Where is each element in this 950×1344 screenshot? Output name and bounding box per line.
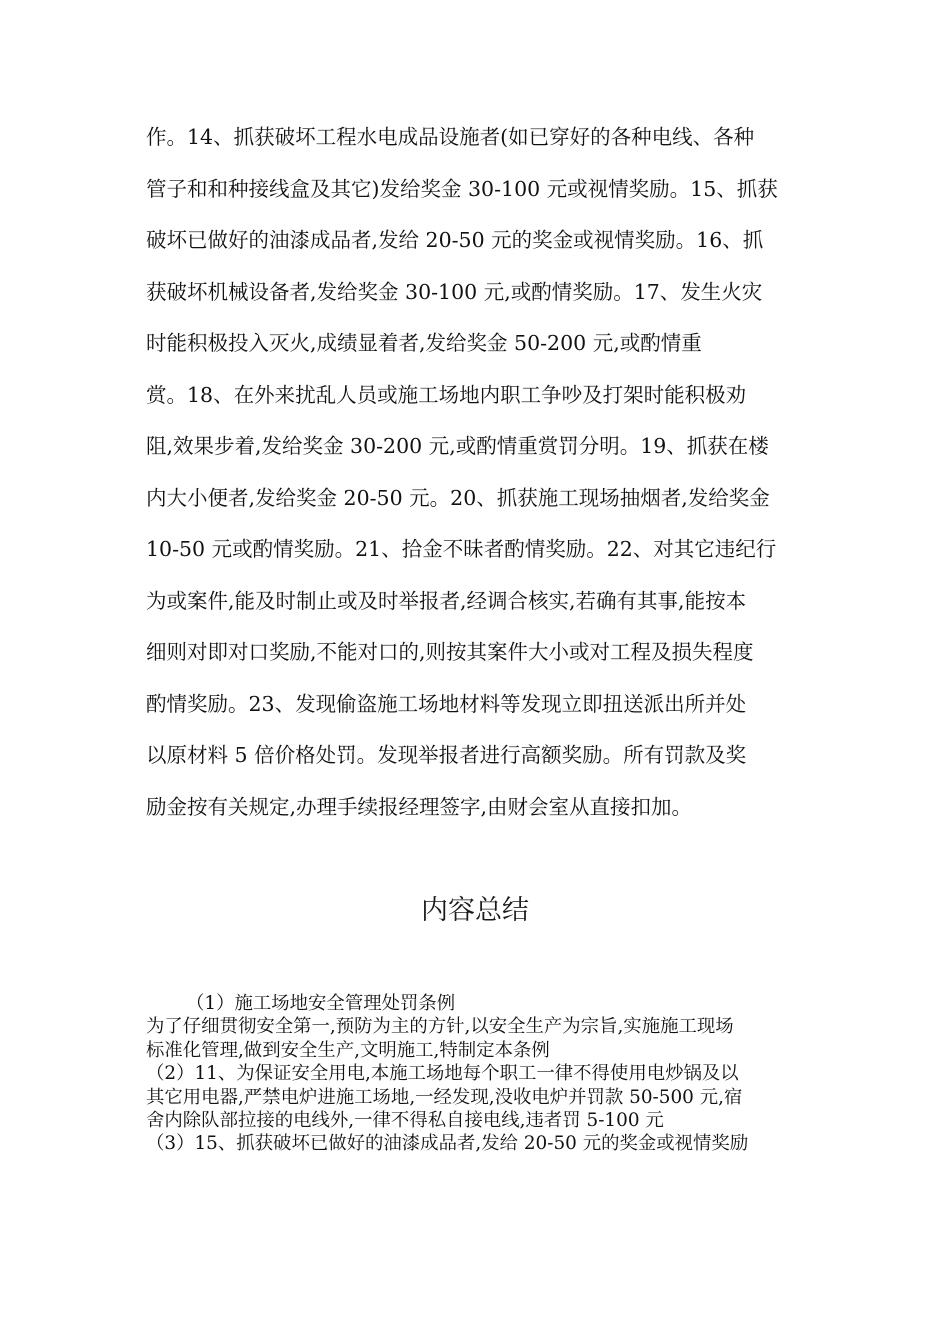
body-line: 破坏已做好的油漆成品者,发给 20-50 元的奖金或视情奖励。16、抓 (146, 228, 764, 252)
summary-heading: 内容总结 (421, 895, 529, 926)
body-line: 以原材料 5 倍价格处罚。发现举报者进行高额奖励。所有罚款及奖 (146, 743, 747, 767)
summary-line: （3）15、抓获破坏已做好的油漆成品者,发给 20-50 元的奖金或视情奖励 (146, 1133, 749, 1155)
body-line: 细则对即对口奖励,不能对口的,则按其案件大小或对工程及损失程度 (146, 640, 754, 664)
body-line: 励金按有关规定,办理手续报经理签字,由财会室从直接扣加。 (146, 794, 693, 819)
body-line: 内大小便者,发给奖金 20-50 元。20、抓获施工现场抽烟者,发给奖金 (146, 485, 770, 510)
body-paragraph (146, 119, 810, 840)
body-line: 时能积极投入灭火,成绩显着者,发给奖金 50-200 元,或酌情重 (146, 331, 702, 355)
body-line: 阻,效果步着,发给奖金 30-200 元,或酌情重赏罚分明。19、抓获在楼 (146, 434, 769, 458)
body-line: 获破坏机械设备者,发给奖金 30-100 元,或酌情奖励。17、发生火灾 (146, 279, 763, 304)
body-line: 10-50 元或酌情奖励。21、拾金不昧者酌情奖励。22、对其它违纪行 (146, 537, 777, 561)
body-line: 作。14、抓获破坏工程水电成品设施者(如已穿好的各种电线、各种 (146, 125, 755, 149)
summary-line: （2）11、为保证安全用电,本施工场地每个职工一律不得使用电炒锅及以 (146, 1063, 739, 1085)
body-line: 酌情奖励。23、发现偷盗施工场地材料等发现立即扭送派出所并处 (146, 691, 747, 716)
summary-line: 舍内除队部拉接的电线外,一律不得私自接电线,违者罚 5-100 元 (146, 1109, 664, 1131)
summary-line: 为了仔细贯彻安全第一,预防为主的方针,以安全生产为宗旨,实施施工现场 (146, 1016, 734, 1038)
summary-item-title: （1）施工场地安全管理处罚条例 (186, 993, 456, 1014)
body-line: 赏。18、在外来扰乱人员或施工场地内职工争吵及打架时能积极劝 (146, 382, 747, 407)
body-line: 为或案件,能及时制止或及时举报者,经调合核实,若确有其事,能按本 (146, 588, 747, 613)
summary-line: 其它用电器,严禁电炉进施工场地,一经发现,没收电炉并罚款 50-500 元,宿 (146, 1086, 743, 1108)
body-line: 管子和和种接线盒及其它)发给奖金 30-100 元或视情奖励。15、抓获 (146, 176, 778, 201)
summary-section (146, 992, 810, 1156)
summary-line: 标准化管理,做到安全生产,文明施工,特制定本条例 (146, 1039, 550, 1061)
